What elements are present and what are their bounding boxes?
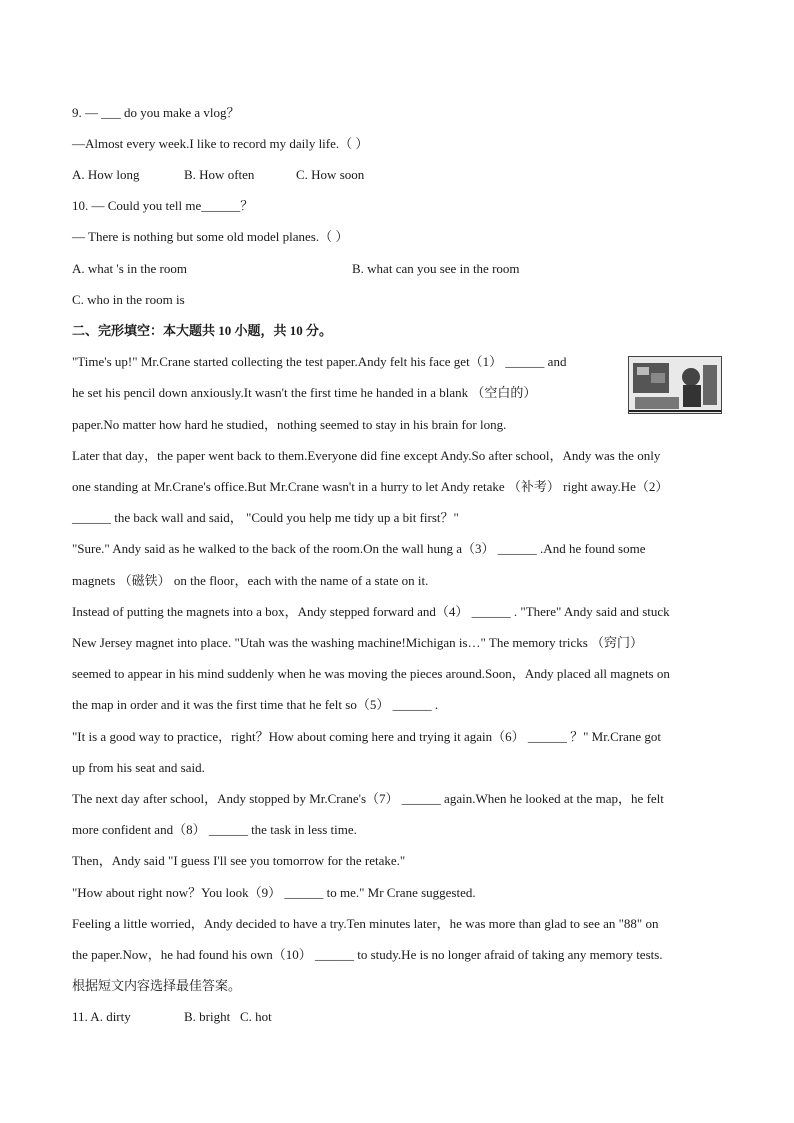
- passage-illustration: [628, 356, 722, 414]
- passage-line: Then，Andy said "I guess I'll see you tomorrow for the retake.": [72, 853, 406, 868]
- passage-line: more confident and（8） ______ the task in less time.: [72, 822, 357, 837]
- q9-option-a: A. How long: [72, 167, 140, 182]
- q10-option-c: C. who in the room is: [72, 292, 185, 307]
- illustration-picture: [629, 357, 721, 413]
- q10-reply: — There is nothing but some old model planes.（ ）: [72, 229, 349, 244]
- passage-line: "It is a good way to practice，right？How about coming here and trying it again（6） ______ ？" Mr.Crane got: [72, 729, 661, 744]
- passage-line: New Jersey magnet into place. "Utah was the washing machine!Michigan is…" The memory tricks （窍门）: [72, 635, 644, 650]
- passage-line: ______ the back wall and said， "Could you help me tidy up a bit first？": [72, 510, 459, 525]
- q9-option-b: B. How often: [184, 167, 255, 182]
- passage-line: seemed to appear in his mind suddenly when he was moving the pieces around.Soon，Andy placed all magnets on: [72, 666, 670, 681]
- passage-line: "Time's up!" Mr.Crane started collecting the test paper.Andy felt his face get（1） ______ and: [72, 354, 567, 369]
- q10-option-b: B. what can you see in the room: [352, 261, 520, 276]
- passage-line: "How about right now？You look（9） ______ to me." Mr Crane suggested.: [72, 885, 476, 900]
- passage-line: The next day after school，Andy stopped by Mr.Crane's（7） ______ again.When he looked at the map，he felt: [72, 791, 664, 806]
- q11-option-c: C. hot: [240, 1009, 272, 1024]
- q10-stem: 10. — Could you tell me______？: [72, 198, 254, 213]
- q11-option-b: B. bright: [184, 1009, 231, 1024]
- q9-reply: —Almost every week.I like to record my daily life.（ ）: [72, 136, 369, 151]
- passage-line: magnets （磁铁） on the floor，each with the name of a state on it.: [72, 573, 429, 588]
- passage-line: paper.No matter how hard he studied，nothing seemed to stay in his brain for long.: [72, 417, 507, 432]
- passage-line: the paper.Now，he had found his own（10） ______ to study.He is no longer afraid of taking any memory tests.: [72, 947, 663, 962]
- q10-option-a: A. what 's in the room: [72, 261, 187, 276]
- q9-stem: 9. — ___ do you make a vlog？: [72, 105, 240, 120]
- passage-line: the map in order and it was the first time that he felt so（5） ______ .: [72, 697, 439, 712]
- passage-line: he set his pencil down anxiously.It wasn't the first time he handed in a blank （空白的）: [72, 385, 537, 400]
- passage-line: one standing at Mr.Crane's office.But Mr.Crane wasn't in a hurry to let Andy retake （补考） right away.He（2）: [72, 479, 669, 494]
- q9-option-c: C. How soon: [296, 167, 365, 182]
- passage-line: up from his seat and said.: [72, 760, 205, 775]
- section-heading: 二、完形填空：本大题共 10 小题，共 10 分。: [72, 323, 333, 338]
- passage-line: "Sure." Andy said as he walked to the back of the room.On the wall hung a（3） ______ .And he found some: [72, 541, 646, 556]
- passage-line: Later that day，the paper went back to them.Everyone did fine except Andy.So after school，Andy was the only: [72, 448, 661, 463]
- instruction-text: 根据短文内容选择最佳答案。: [72, 978, 242, 993]
- passage-line: Instead of putting the magnets into a box，Andy stepped forward and（4） ______ . "There" Andy said and stuck: [72, 604, 670, 619]
- passage-line: Feeling a little worried，Andy decided to have a try.Ten minutes later，he was more than glad to see an "88" on: [72, 916, 659, 931]
- q11-stem: 11. A. dirty: [72, 1009, 131, 1024]
